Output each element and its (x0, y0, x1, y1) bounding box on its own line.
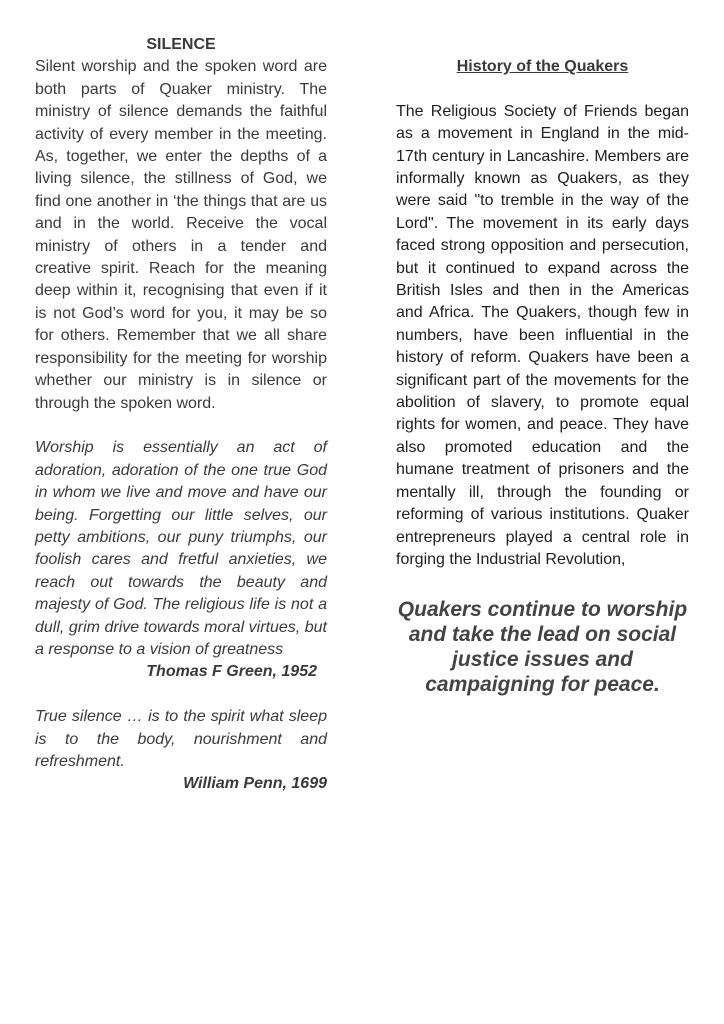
history-heading: History of the Quakers (456, 58, 629, 75)
spacer (35, 415, 327, 437)
spacer (35, 684, 327, 706)
callout-statement: Quakers continue to worship and take the lead on social justice issues and campaigning for peace. (397, 598, 688, 697)
penn-attribution: William Penn, 1699 (183, 775, 327, 793)
history-paragraph: The Religious Society of Friends began as a movement in England in the mid-17th century in Lancashire. Members are informally known as Quakers, as they were said "to tremble in the way of the Lord". The movement in its early days faced strong opposition and persecution, but it continued to expand across the British Isles and then in the Americas and Africa. The Quakers, though few in numbers, have been influential in the history of reform. Quakers have been a significant part of the movements for the abolition of slavery, to promote equal rights for women, and peace. They have also promoted education and the humane treatment of prisoners and the mentally ill, through the founding or reforming of various institutions. Quaker entrepreneurs played a central role in forging the Industrial Revolution, (396, 102, 689, 568)
penn-quote: True silence … is to the spirit what sleep is to the body, nourishment and refreshment. (35, 708, 327, 770)
silence-column (35, 0, 327, 796)
history-column (396, 0, 689, 697)
green-quote: Worship is essentially an act of adoration, adoration of the one true God in whom we live and move and have our being. Forgetting our little selves, our petty ambitions, our puny triumphs, our foolish cares and fretful anxieties, we reach out towards the beauty and majesty of God. The religious life is not a dull, grim drive towards moral virtues, but a response to a vision of greatness (35, 439, 327, 658)
spacer (396, 78, 689, 100)
green-attribution: Thomas F Green, 1952 (146, 663, 317, 681)
silence-title: SILENCE (146, 36, 216, 53)
silence-paragraph: Silent worship and the spoken word are both parts of Quaker ministry. The ministry of silence demands the faithful activity of every member in the meeting. As, together, we enter the depths of a living silence, the stillness of God, we find one another in ‘the things that are us and in the world. Receive the vocal ministry of others in a tender and creative spirit. Reach for the meaning deep within it, recognising that even if it is not God’s word for you, it may be so for others. Remember that we all share responsibility for the meeting for worship whether our ministry is in silence or through the spoken word. (35, 58, 327, 412)
